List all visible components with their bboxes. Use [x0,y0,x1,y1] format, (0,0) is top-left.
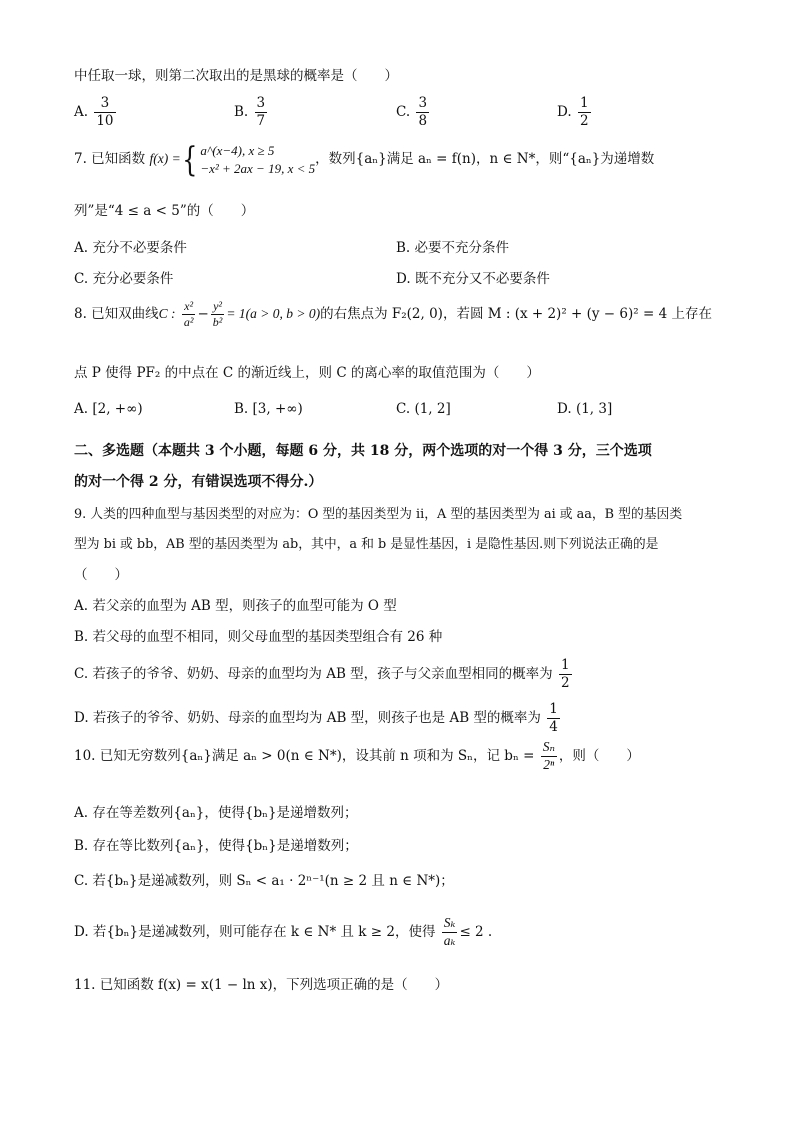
q9-stem-line1: 9. 人类的四种血型与基因类型的对应为：O 型的基因类型为 ii，A 型的基因类型为 ai 或 aa，B 型的基因类 [74,507,683,522]
q9-option-c-fraction: $\frac{1}{2}$ [560,657,570,691]
q10-stem: 10. 已知无穷数列{aₙ}满足 aₙ > 0(n ∈ N*)，设其前 n 项和为 Sₙ，记 bₙ = $\frac{\text{Sₙ}}{\text{2ⁿ}}$ ，则（ ） [74,739,640,772]
q7-option-c: C. 充分必要条件 [74,271,174,287]
q9-option-d-fraction: $\frac{1}{4}$ [549,701,558,735]
q8-y-fraction: $\frac{\text{y²}}{\text{b²}}$ [212,299,223,330]
section-heading-line1: 二、多选题（本题共 3 个小题，每题 6 分，共 18 分，两个选项的对一个得 3 分，三个选项 [74,443,652,459]
q7-option-d: D. 既不充分又不必要条件 [396,271,550,287]
q9-stem-line2: 型为 bi 或 bb，AB 型的基因类型为 ab，其中，a 和 b 是显性基因，i 是隐性基因.则下列说法正确的是 [74,537,659,552]
q8-x-fraction: $\frac{\text{x²}}{\text{a²}}$ [183,299,194,330]
q8-stem-line2: 点 P 使得 PF₂ 的中点在 C 的渐近线上，则 C 的离心率的取值范围为（ ） [74,365,540,381]
q8-option-d: D. (1, 3] [557,401,613,417]
q9-option-a: A. 若父亲的血型为 AB 型，则孩子的血型可能为 O 型 [74,598,397,614]
q6-option-c-fraction: $\frac{3}{8}$ [418,95,428,129]
q9-option-b: B. 若父母的血型不相同，则父母血型的基因类型组合有 26 种 [74,629,443,645]
q6-option-a: A. $\frac{3}{10}$ [74,95,114,129]
q9-option-d: D. 若孩子的爷爷、奶奶、母亲的血型均为 AB 型，则孩子也是 AB 型的概率为 $\frac{1}{4}$ [74,701,558,735]
piecewise-brace: { [181,139,198,180]
q11-stem: 11. 已知函数 f(x) = x(1 − ln x)，下列选项正确的是（ ） [74,977,449,993]
q10-option-c: C. 若{bₙ}是递减数列，则 Sₙ < a₁ · 2ⁿ⁻¹(n ≥ 2 且 n ∈ N*)； [74,873,454,889]
q8-option-a: A. [2, +∞) [74,401,143,417]
q7-option-a: A. 充分不必要条件 [74,240,187,256]
q6-option-c: C. $\frac{3}{8}$ [396,95,428,129]
q6-option-b-fraction: $\frac{3}{7}$ [256,95,266,129]
q10-option-d: D. 若{bₙ}是递减数列，则可能存在 k ∈ N* 且 k ≥ 2，使得 $\frac{\text{Sₖ}}{\text{aₖ}}$ ≤ 2 . [74,915,493,948]
q6-option-a-fraction: $\frac{3}{10}$ [96,95,114,129]
section-heading-line2: 的对一个得 2 分，有错误选项不得分.） [74,474,323,490]
q8-option-c: C. (1, 2] [396,401,451,417]
q7-stem: 7. 已知函数 f(x) ={ a^(x−4), x ≥ 5 −x² + 2ax − 19, x < 5 ，数列{aₙ}满足 aₙ = f(n)，n ∈ N*，则“{aₙ}为递增数 [74,139,655,180]
q7-option-b: B. 必要不充分条件 [396,240,510,256]
q9-stem-line3: （ ） [74,567,128,583]
q10-b-fraction: $\frac{\text{Sₙ}}{\text{2ⁿ}}$ [542,739,555,772]
q6-stem: 中任取一球，则第二次取出的是黑球的概率是（ ） [74,68,398,84]
q10-option-a: A. 存在等差数列{aₙ}，使得{bₙ}是递增数列； [74,805,358,821]
q9-option-c: C. 若孩子的爷爷、奶奶、母亲的血型均为 AB 型，孩子与父亲血型相同的概率为 $\frac{1}{2}$ [74,657,570,691]
q6-option-d: D. $\frac{1}{2}$ [557,95,589,129]
piecewise-cases: a^(x−4), x ≥ 5 −x² + 2ax − 19, x < 5 [200,143,316,176]
q10-option-b: B. 存在等比数列{aₙ}，使得{bₙ}是递增数列； [74,838,358,854]
q8-stem: 8. 已知双曲线C : $\frac{\text{x²}}{\text{a²}}$ − $\frac{\text{y²}}{\text{b²}}$ = 1(a > 0, b > 0)的右焦点为 F₂(2, 0)，若圆 M : (x + 2)² + (y − 6)² = 4 上存在 [74,299,712,330]
q6-option-b: B. $\frac{3}{7}$ [234,95,266,129]
q10-option-d-fraction: $\frac{\text{Sₖ}}{\text{aₖ}}$ [443,915,456,948]
q6-option-d-fraction: $\frac{1}{2}$ [579,95,589,129]
q7-stem-line2: 列”是“4 ≤ a < 5”的（ ） [74,203,255,219]
q8-option-b: B. [3, +∞) [234,401,303,417]
